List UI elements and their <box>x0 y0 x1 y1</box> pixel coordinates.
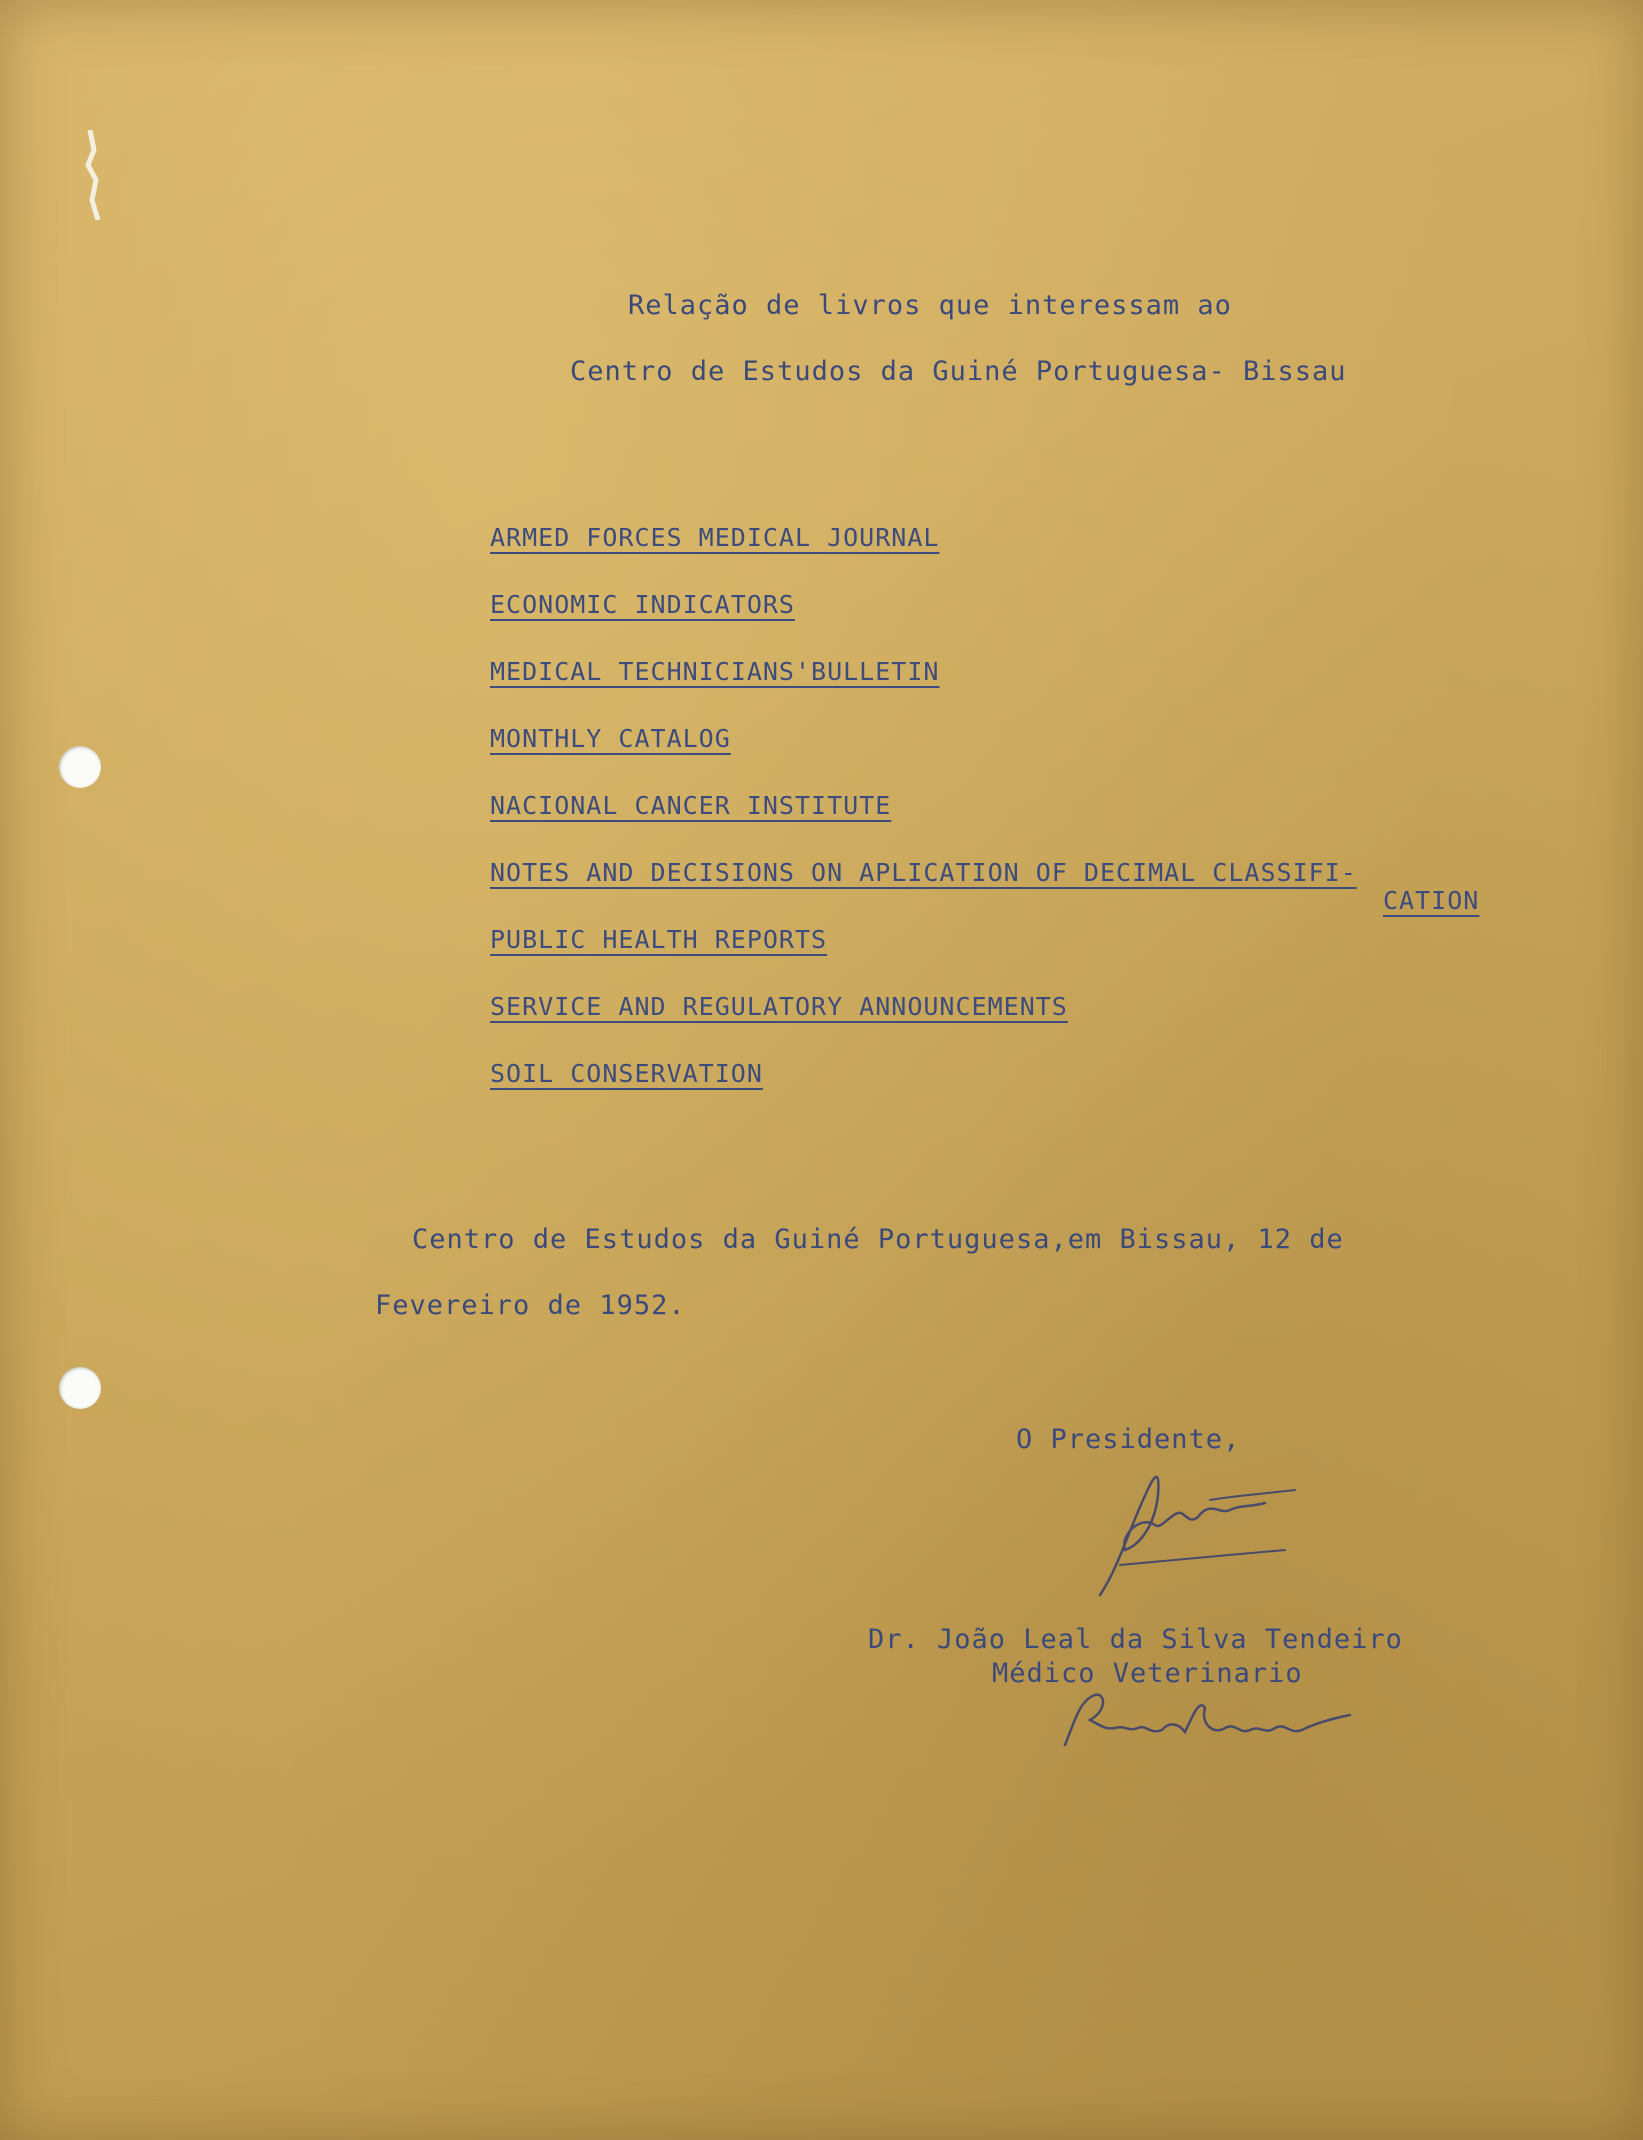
list-item: PUBLIC HEALTH REPORTS <box>490 925 828 954</box>
punch-hole-bottom <box>59 1367 101 1409</box>
signatory-role: Médico Veterinario <box>992 1658 1303 1689</box>
signature-title: O Presidente, <box>1016 1424 1241 1455</box>
heading-line-2: Centro de Estudos da Guiné Portuguesa- Bissau <box>570 356 1347 387</box>
list-item: ECONOMIC INDICATORS <box>490 590 795 619</box>
list-item: MONTHLY CATALOG <box>490 724 731 753</box>
list-item: ARMED FORCES MEDICAL JOURNAL <box>490 523 940 552</box>
heading-line-1: Relação de livros que interessam ao <box>628 290 1232 321</box>
closing-line-2: Fevereiro de 1952. <box>375 1290 686 1321</box>
punch-hole-top <box>59 746 101 788</box>
list-item: NOTES AND DECISIONS ON APLICATION OF DECIMAL CLASSIFI- <box>490 858 1357 887</box>
list-item: SOIL CONSERVATION <box>490 1059 763 1088</box>
list-item: NACIONAL CANCER INSTITUTE <box>490 791 892 820</box>
list-item: MEDICAL TECHNICIANS'BULLETIN <box>490 657 940 686</box>
list-item-continuation: CATION <box>1383 886 1480 915</box>
closing-line-1: Centro de Estudos da Guiné Portuguesa,em Bissau, 12 de <box>412 1224 1344 1255</box>
handwritten-presidente-note <box>1050 1680 1370 1770</box>
list-item: SERVICE AND REGULATORY ANNOUNCEMENTS <box>490 992 1068 1021</box>
handwritten-signature <box>1060 1455 1310 1605</box>
signatory-name: Dr. João Leal da Silva Tendeiro <box>868 1624 1403 1655</box>
staple-tear-mark <box>82 130 108 220</box>
